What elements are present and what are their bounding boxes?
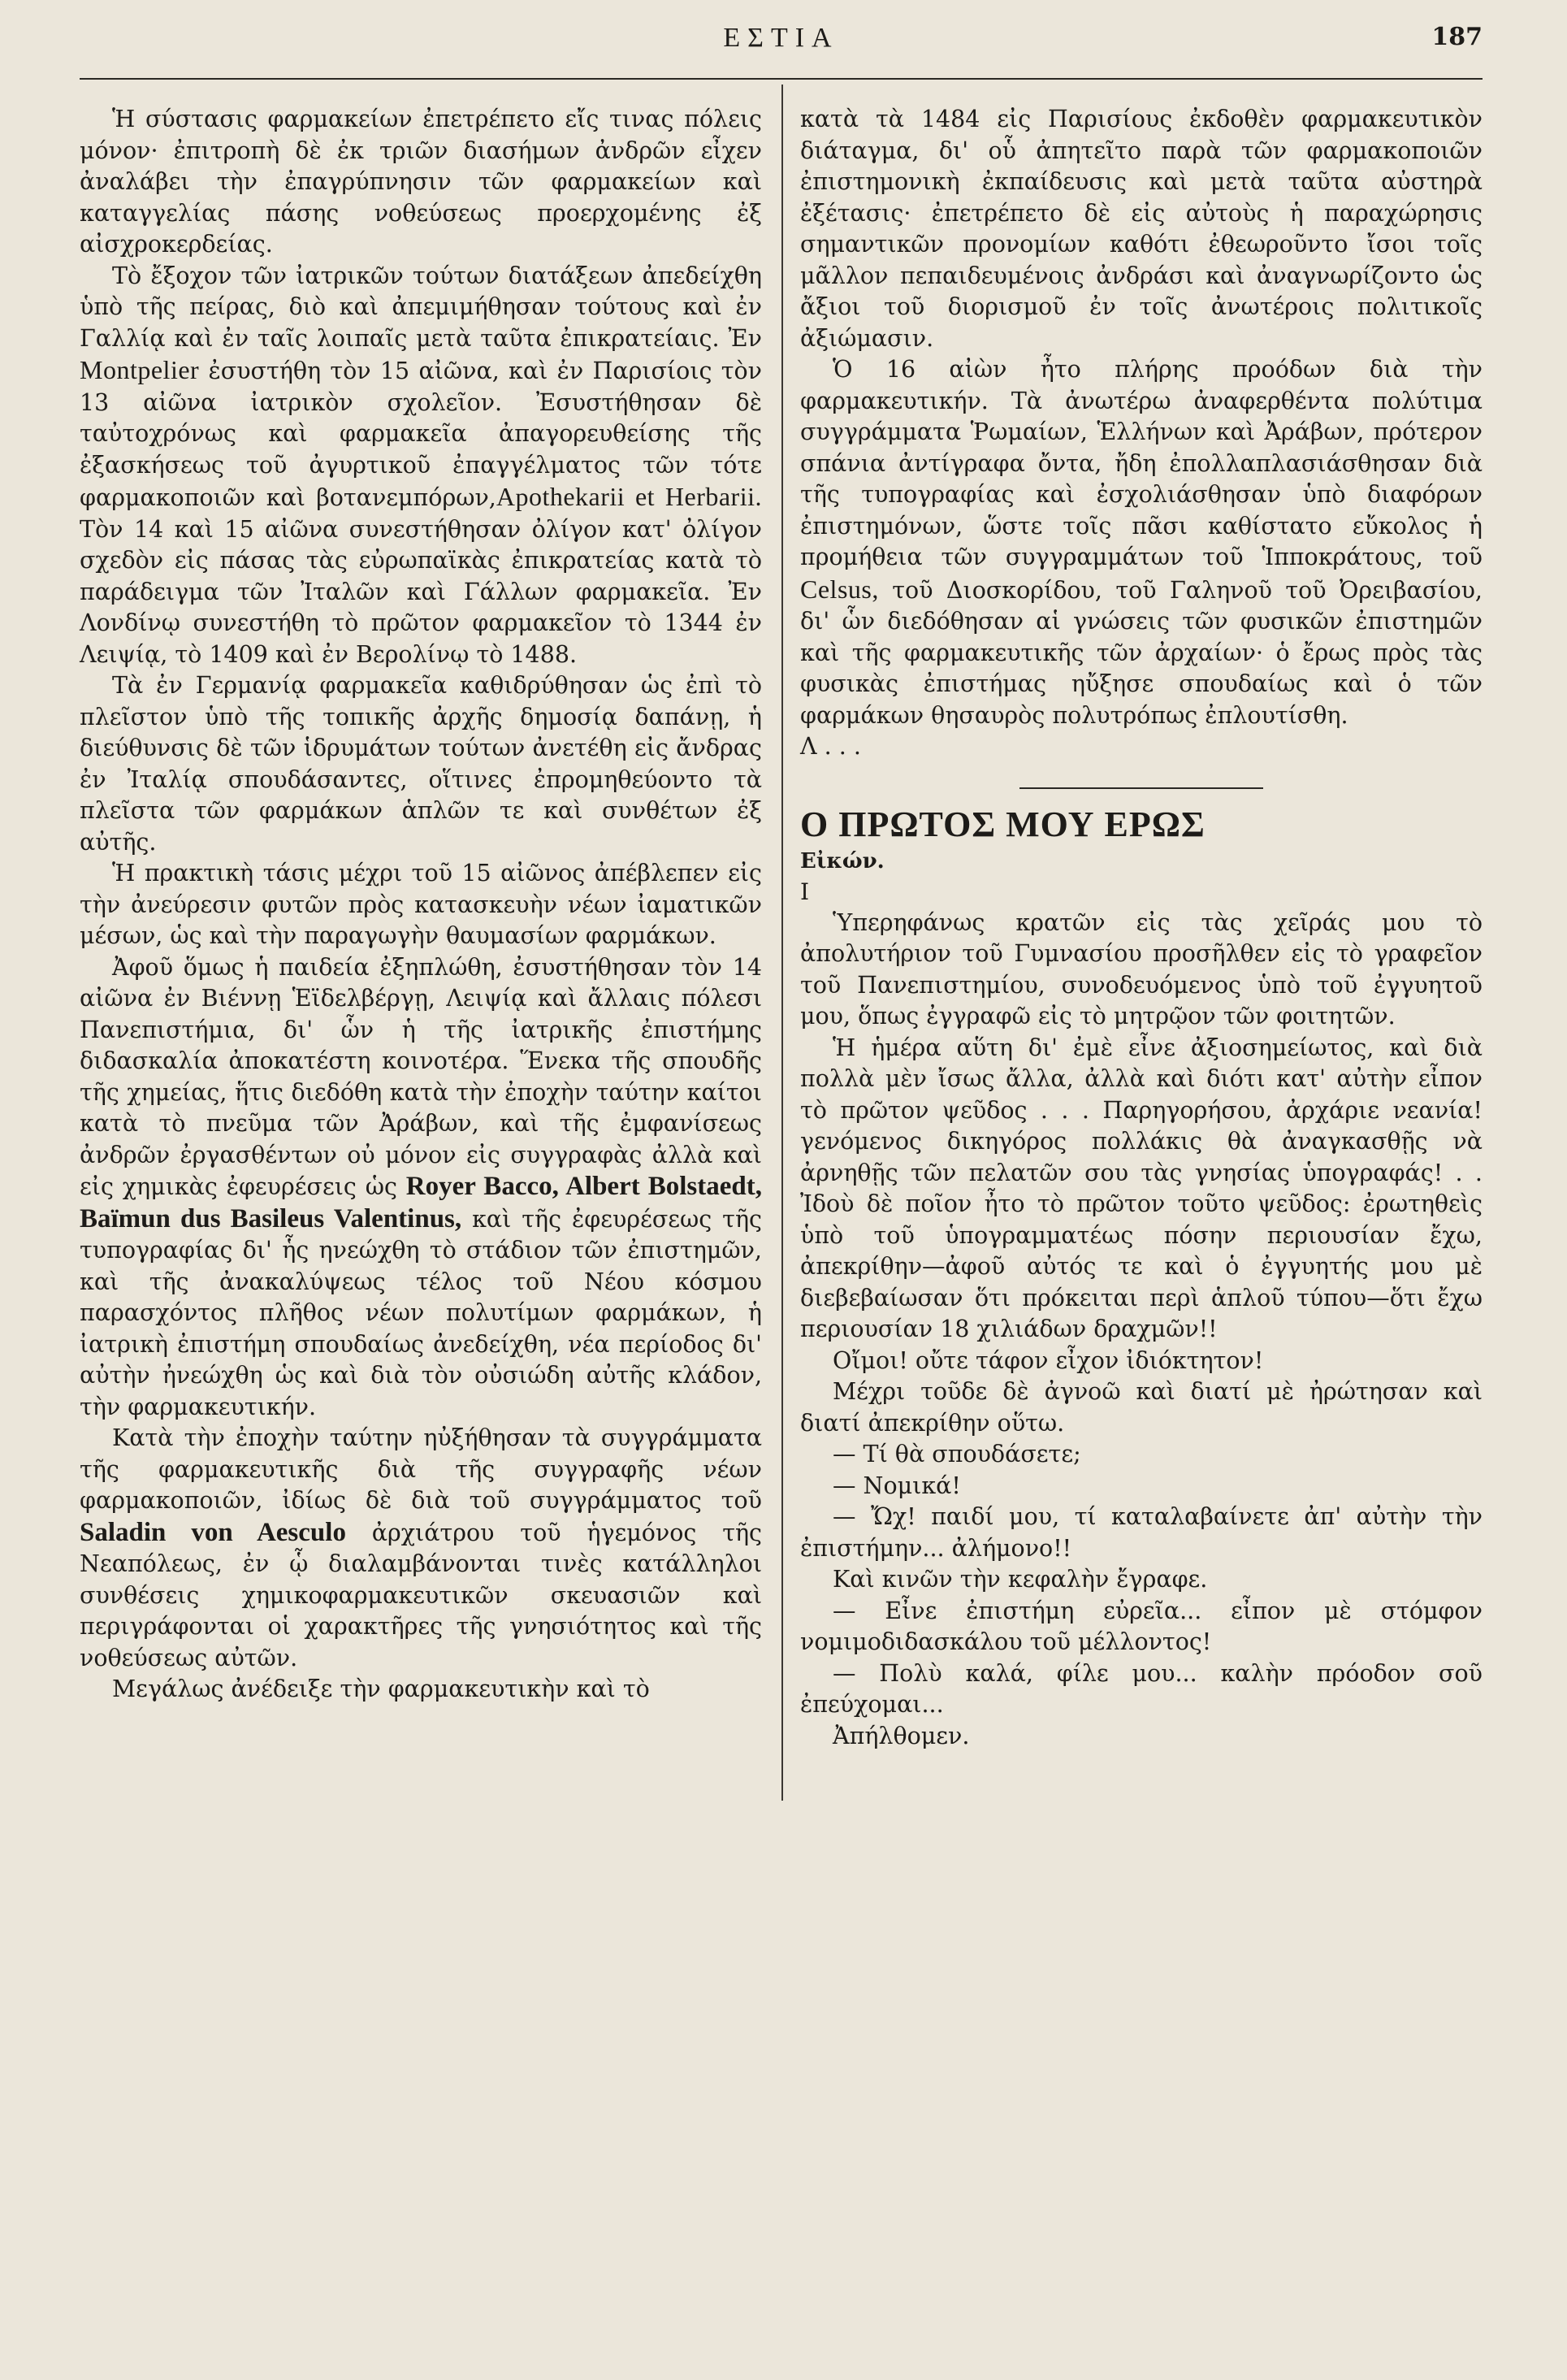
header-rule (80, 78, 1483, 80)
latin-term: Montpelier (80, 355, 200, 384)
latin-term: Apothekarii et Herbarii. (496, 482, 762, 511)
paragraph: Ἡ πρακτικὴ τάσις μέχρι τοῦ 15 αἰῶνος ἀπέβλεπεν εἰς τὴν ἀνεύρεσιν φυτῶν πρὸς κατασκευὴν νέων ἰαματικῶν μέσων, ὡς καὶ τὴν παραγωγὴν θαυμασίων φαρμάκων. (80, 860, 762, 949)
story-paragraph: Ἡ ἡμέρα αὕτη δι' ἐμὲ εἶνε ἀξιοσημείωτος, καὶ διὰ πολλὰ μὲν ἴσως ἄλλα, ἀλλὰ καὶ διότι κατ' αὐτὴν εἶπον τὸ πρῶτον ψεῦδος . . . Παρηγορήσου, ἀρχάριε νεανία! γενόμενος δικηγόρος πολλάκις θὰ ἀναγκασθῇς νὰ ἀρνηθῇς τῶν πελατῶν σου τὰς γνησίας ὑπογραφάς! . . Ἰδοὺ δὲ ποῖον ἦτο τὸ πρῶτον τοῦτο ψεῦδος: ἐρωτηθεὶς ὑπὸ τοῦ ὑπογραμματέως πόσην περιουσίαν ἔχω, ἀπεκρίθην—ἀφοῦ αὐτός τε καὶ ὁ ἐγγυητής μου μὲ διεβεβαίωσαν ὅτι πρόκειται περὶ ἁπλοῦ τύπου—ὅτι ἔχω περιουσίαν 18 χιλιάδων δραχμῶν!! (800, 1034, 1483, 1342)
column-divider (781, 85, 783, 1801)
page-header (80, 23, 1483, 60)
chapter-number: Ι (800, 878, 810, 905)
paragraph: Τὰ ἐν Γερμανίᾳ φαρμακεῖα καθιδρύθησαν ὡς ἐπὶ τὸ πλεῖστον ὑπὸ τῆς τοπικῆς ἀρχῆς δημοσίᾳ δαπάνῃ, ἡ διεύθυνσις δὲ τῶν ἱδρυμάτων τούτων ἀνετέθη εἰς ἄνδρας ἐν Ἰταλίᾳ σπουδάσαντες, οἵτινες ἐπρομηθεύοντο τὰ πλεῖστα τῶν φαρμάκων ἁπλῶν τε καὶ συνθέτων ἐξ αὐτῆς. (80, 672, 762, 856)
story-title: Ο ΠΡΩΤΟΣ ΜΟΥ ΕΡΩΣ (800, 804, 1206, 844)
paragraph: Ἡ σύστασις φαρμακείων ἐπετρέπετο εἴς τινας πόλεις μόνον· ἐπιτροπὴ δὲ ἐκ τριῶν διασήμων ἀνδρῶν εἶχεν ἀναλάβει τὴν ἐπαγρύπνησιν τῶν φαρμακείων καὶ καταγγελίας πάσης νοθεύσεως προερχομένης ἐξ αἰσχροκερδείας. (80, 106, 762, 258)
latin-names: Royer Bacco, Albert Bolstaedt, Baïmun dus Basileus Valentinus, (80, 1172, 762, 1233)
story-paragraph: Οἴμοι! οὔτε τάφον εἶχον ἰδιόκτητον! (833, 1346, 1264, 1374)
columns (80, 104, 1483, 1752)
dialogue-line: — Ὤχ! παιδί μου, τί καταλαβαίνετε ἀπ' αὐτὴν τὴν ἐπιστήμην... ἀλήμονο!! (800, 1503, 1483, 1562)
left-column (80, 104, 762, 1752)
paragraph: Τὸ ἔξοχον τῶν ἰατρικῶν τούτων διατάξεων ἀπεδείχθη ὑπὸ τῆς πείρας, διὸ καὶ ἀπεμιμήθησαν τούτους καὶ ἐν Γαλλίᾳ καὶ ἐν ταῖς λοιπαῖς μετὰ ταῦτα ἐπικρατείαις. Ἐν Montpelier ἐσυστήθη τὸν 15 αἰῶνα, καὶ ἐν Παρισίοις τὸν 13 αἰῶνα ἰατρικὸν σχολεῖον. Ἐσυστήθησαν δὲ ταὐτοχρόνως καὶ φαρμακεῖα ἀπαγορευθείσης τῆς ἐξασκήσεως τοῦ ἀγυρτικοῦ ἐπαγγέλματος τῶν τότε φαρμακοποιῶν καὶ βοτανεμπόρων,Apothekarii et Herbarii. Τὸν 14 καὶ 15 αἰῶνα συνεστήθησαν ὀλίγον κατ' ὀλίγον σχεδὸν εἰς πάσας τὰς εὐρωπαϊκὰς ἐπικρατείας κατὰ τὸ παράδειγμα τῶν Ἰταλῶν καὶ Γάλλων φαρμακεῖα. Ἐν Λονδίνῳ συνεστήθη τὸ πρῶτον φαρμακεῖον τὸ 1344 ἐν Λειψίᾳ, τὸ 1409 καὶ ἐν Βερολίνῳ τὸ 1488. (80, 262, 762, 668)
journal-title: ΕΣΤΙΑ (723, 23, 839, 53)
paragraph: Ὁ 16 αἰὼν ἦτο πλήρης προόδων διὰ τὴν φαρμακευτικήν. Τὰ ἀνωτέρω ἀναφερθέντα πολύτιμα συγγράμματα Ῥωμαίων, Ἑλλήνων καὶ Ἀράβων, πρότερον σπάνια ἀντίγραφα ὄντα, ἤδη ἐπολλαπλασιάσθησαν διὰ τῆς τυπογραφίας καὶ ἐσχολιάσθησαν ὑπὸ διαφόρων ἐπιστημόνων, ὥστε τοῖς πᾶσι καθίστατο εὔκολος ἡ προμήθεια τῶν συγγραμμάτων τοῦ Ἱπποκράτους, τοῦ Celsus, τοῦ Διοσκορίδου, τοῦ Γαληνοῦ τοῦ Ὀρειβασίου, δι' ὧν διεδόθησαν αἱ γνώσεις τῶν φυσικῶν ἐπιστημῶν καὶ τῆς φαρμακευτικῆς τῶν ἀρχαίων· ὁ ἔρως πρὸς τὰς φυσικὰς ἐπιστήμας ηὔξησε σπουδαίως καὶ ὁ τῶν φαρμάκων θησαυρὸς πολυτρόπως ἐπλουτίσθη. (800, 356, 1483, 729)
paragraph: Κατὰ τὴν ἐποχὴν ταύτην ηὐξήθησαν τὰ συγγράμματα τῆς φαρμακευτικῆς διὰ τῆς συγγραφῆς νέων φαρμακοποιῶν, ἰδίως δὲ διὰ τοῦ συγγράμματος τοῦ Saladin von Aesculo ἀρχιάτρου τοῦ ἡγεμόνος τῆς Νεαπόλεως, ἐν ᾧ διαλαμβάνονται τινὲς κατάλληλοι συνθέσεις χημικοφαρμακευτικῶν σκευασιῶν καὶ περιγράφονται οἱ χαρακτῆρες τῆς γνησιότητος καὶ τῆς νοθεύσεως αὐτῶν. (80, 1424, 762, 1671)
right-column (800, 104, 1483, 1752)
paragraph: Ἀφοῦ ὅμως ἡ παιδεία ἐξηπλώθη, ἐσυστήθησαν τὸν 14 αἰῶνα ἐν Βιέννῃ Ἑϊδελβέργῃ, Λειψίᾳ καὶ ἄλλαις πόλεσι Πανεπιστήμια, δι' ὧν ἡ τῆς ἰατρικῆς ἐπιστήμης διδασκαλία ἀποκατέστη κοινοτέρα. Ἕνεκα τῆς σπουδῆς τῆς χημείας, ἥτις διεδόθη κατὰ τὴν ἐποχὴν ταύτην καίτοι κατὰ τὸ πνεῦμα τῶν Ἀράβων, καὶ τῆς ἐμφανίσεως ἀνδρῶν ἐργασθέντων οὐ μόνον εἰς συγγραφὰς ἀλλὰ καὶ εἰς χημικὰς ἐφευρέσεις ὡς Royer Bacco, Albert Bolstaedt, Baïmun dus Basileus Valentinus, καὶ τῆς ἐφευρέσεως τῆς τυπογραφίας δι' ἧς ηνεώχθη τὸ στάδιον τῶν ἐπιστημῶν, καὶ τῆς ἀνακαλύψεως τέλος τοῦ Νέου κόσμου παρασχόντος πλῆθος νέων πολυτίμων φαρμάκων, ἡ ἰατρικὴ ἐπιστήμη σπουδαίως ἀνεδείχθη, νέα περίοδος δι' αὐτὴν ἠνεώχθη ὡς καὶ διὰ τὸν οὐσιώδη αὐτῆς κλάδον, τὴν φαρμακευτικήν. (80, 953, 762, 1420)
signature: Λ . . . (800, 733, 861, 760)
dialogue-line: Καὶ κινῶν τὴν κεφαλὴν ἔγραφε. (833, 1566, 1208, 1593)
story-subtitle: Εἰκών. (800, 848, 885, 874)
section-rule (1019, 787, 1263, 789)
dialogue-line: Ἀπήλθομεν. (833, 1722, 970, 1749)
dialogue-line: — Νομικά! (833, 1472, 961, 1499)
story-paragraph: Μέχρι τοῦδε δὲ ἀγνοῶ καὶ διατί μὲ ἠρώτησαν καὶ διατί ἀπεκρίθην οὕτω. (800, 1378, 1483, 1437)
latin-term: Saladin von Aesculo (80, 1517, 346, 1547)
dialogue-line: — Εἶνε ἐπιστήμη εὐρεῖα... εἶπον μὲ στόμφον νομιμοδιδασκάλου τοῦ μέλλοντος! (800, 1597, 1483, 1655)
paragraph: κατὰ τὰ 1484 εἰς Παρισίους ἐκδοθὲν φαρμακευτικὸν διάταγμα, δι' οὗ ἀπητεῖτο παρὰ τῶν φαρμακοποιῶν ἐπιστημονικὴ ἐκπαίδευσις καὶ μετὰ ταῦτα αὐστηρὰ ἐξέτασις· ἐπετρέπετο δὲ εἰς αὐτοὺς ἡ παραχώρησις σημαντικῶν προνομίων καθότι ἐθεωροῦντο ἴσοι τοῖς μᾶλλον πεπαιδευμένοις ἀνδράσι καὶ ἀναγνωρίζοντο ὡς ἄξιοι τοῦ διορισμοῦ ἐν τοῖς ἀνωτέροις πολιτικοῖς ἀξιώμασιν. (800, 106, 1483, 352)
story-paragraph: Ὑπερηφάνως κρατῶν εἰς τὰς χεῖράς μου τὸ ἀπολυτήριον τοῦ Γυμνασίου προσῆλθεν εἰς τὸ γραφεῖον τοῦ Πανεπιστημίου, συνοδευόμενος ὑπὸ τοῦ ἐγγυητοῦ μου, ὅπως ἐγγραφῶ εἰς τὸ μητρῷον τῶν φοιτητῶν. (800, 908, 1483, 1030)
page-number: 187 (1431, 23, 1483, 51)
paragraph: Μεγάλως ἀνέδειξε τὴν φαρμακευτικὴν καὶ τὸ (112, 1676, 650, 1702)
dialogue-line: — Πολὺ καλά, φίλε μου... καλὴν πρόοδον σοῦ ἐπεύχομαι... (800, 1659, 1483, 1718)
latin-term: Celsus, (800, 574, 879, 604)
dialogue-line: — Τί θὰ σπουδάσετε; (833, 1441, 1081, 1467)
